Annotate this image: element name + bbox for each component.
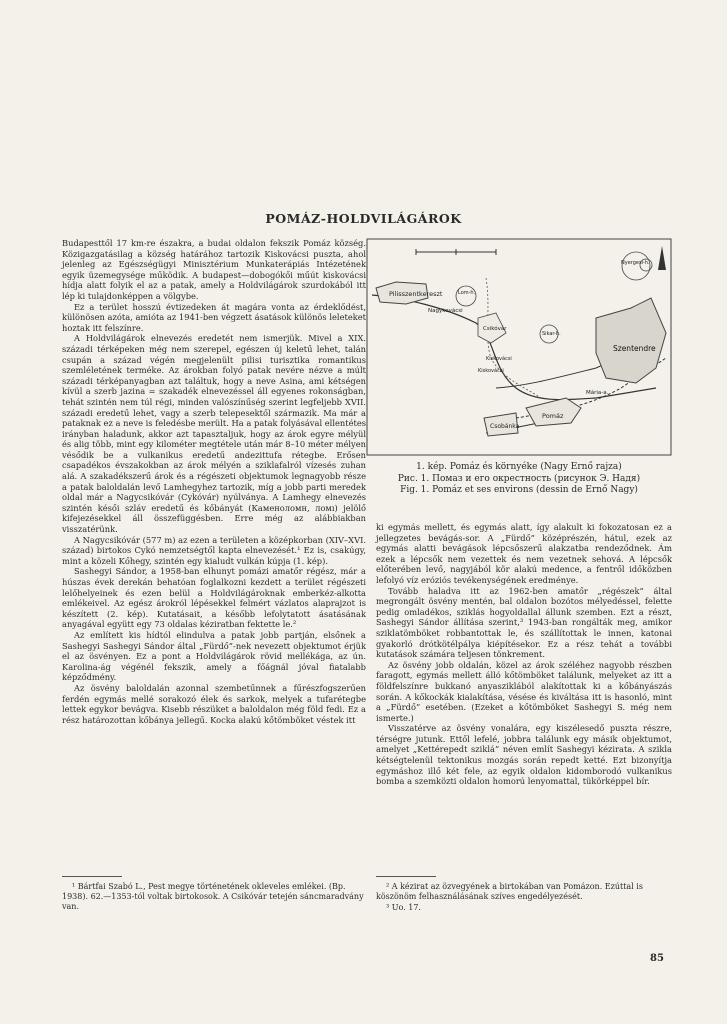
map-label: Kiskovácsi [478,368,504,374]
paragraph: A Holdvilágárok elnevezés eredetét nem ismerjük. Mivel a XIX. századi térképeken még nem szerepel, egészen új keletű lehet, talán csupán a század végén megjelenült pilisi turisztika romantikus szemléletének terméke. Az árokban folyó patak nevére nézve a múlt századi térképanyagban azt találtuk, hogy a neve Asina, ami kétségen kívül a szerb jazina = szakadék elnevezéssel áll egyenes rokonságban, tehát szintén nem túl régi, minden valószínűség szerint legfeljebb XVII. századi eredetű lehet, vagy a szerb telepesektől származik. Ma már a pataknak ez a neve is feledésbe merült. Ha a patak folyásával ellentétes irányban haladunk, akkor azt tapasztaljuk, hogy az árok egyre mélyül és alig több, mint egy kilométer megtétele után már 8–10 méter mélyen vésődik be a vulkanikus eredetű andezittufa rétegbe. Erősen csapadékos évszakokban az árok mélyén a sziklafalról vízesés zuhan alá. A szakadékszerű árok és a régészeti objektumok legnagyobb része a patak baloldalán levő Lamhegyhez tartozik, míg a jobb parti meredek oldal már a Nagycsikóvár (Cykóvár) nyúlványa. A Lamhegy elnevezés szintén késői szláv eredetű és kőbányát (Каменоломн, ломı) jelölő kifejezésekkel áll összefüggésben. Erre még az alábbiakban visszatérünk. [62,333,366,535]
map-label: Nagykovácsi [428,308,463,314]
footnote: ³ Uo. 17. [386,903,421,912]
figure-caption [366,462,672,497]
paragraph: Az ösvény baloldalán azonnal szembetűnnek a fűrészfogszerűen ferdén egymás mellé sorakozó élek és sarkok, melyek a tufarétegbe lettek egykor bevágva. Kisebb részüket a baloldalon még föld fedi. Ez a rész határozottan kőbánya jellegű. Kocka alakú kőtömböket véstek itt [62,682,366,725]
area-map [366,238,672,456]
map-label: Szentendre [613,344,656,353]
paragraph: Ez a terület hosszú évtizedeken át magára vonta az érdeklődést, különösen azóta, amióta az 1941-ben végzett ásatások különös leleteket hoztak itt felszínre. [62,301,366,333]
map-label: Nyergesi-h. [621,260,650,266]
footnote: ² A kézirat az özvegyének a birtokában van Pomázon. Ezúttal is köszönöm felhasználásának szíves engedélyezését. [376,882,643,901]
footnotes-left [62,882,366,913]
map-label: Mária-a. [586,390,609,396]
caption-ru: Рис. 1. Помаз и его окрестность (рисунок Э. Надя) [397,473,641,484]
map-label: Csobánka [490,423,520,430]
paragraph: Sashegyi Sándor, a 1958-ban elhunyt pomázi amatőr régész, már a húszas évek derekán behatóan foglalkozni kezdett a terület régészeti lelőhelyeinek és ezen belül a Holdvilágároknak emberkéz-alkotta emlékeivel. Az egész árokról lépésekkel felmért vázlatos alaprajzot is készített (2. kép). Kutatásait, a később lefolytatott ásatásának anyagával együtt egy 73 oldalas kéziratban fektette le.² [62,566,366,630]
paragraph: ki egymás mellett, és egymás alatt, így alakult ki fokozatosan ez a jellegzetes bevágás-sor. A „Fürdő” középrészén, hátul, ezek az egymás alatti bevágások lépcsőszerű alakzatba rendeződnek. Ám ezek a lépcsők nem vezettek és nem vezetnek sehová. A lépcsők előterében levő, nagyjából kör alakú medence, a fentről időközben lefolyó víz eróziós tevékenységének eredménye. [376,522,672,585]
footnotes-right [376,882,672,914]
paragraph: Az említett kis hídtól elindulva a patak jobb partján, elsőnek a Sashegyi Sashegyi Sándor által „Fürdő”-nek nevezett objektumot érjük el az ösvényen. Ez a pont a Holdvilágárok rövid mellékága, az ún. Karolina-ág végénél fekszik, amely a főágnál jóval fiatalabb képződmény. [62,629,366,683]
paragraph: A Nagycsikóvár (577 m) az ezen a területen a középkorban (XIV–XVI. század) birtokos Cykó nemzetségtől kapta elnevezését.¹ Ez is, csakúgy, mint a közeli Kőhegy, szintén egy kialudt vulkán kúpja (1. kép). [62,534,366,566]
map-label: Csikóvár [483,326,507,332]
paragraph: Tovább haladva itt az 1962-ben amatőr „régészek” által megrongált ösvény mentén, bal oldalon bozótos mélyedéssel, felette pedig omladékos, sziklás hogyoldallal állunk szemben. Ezt a részt, Sashegyi Sándor állítása szerint,³ 1943-ban rongálták meg, amikor sziklatömböket robbantottak le, és szállítottak le innen, katonai gyakorló drótkötélpálya kiépítésekor. Ez a rész tehát a további kutatások számára teljesen tönkrement. [376,585,672,660]
caption-fr: Fig. 1. Pomáz et ses environs (dessin de Ernő Nagy) [400,485,638,495]
map-label: Sikar-h. [542,331,561,337]
paragraph: Az ösvény jobb oldalán, közel az árok széléhez nagyobb részben faragott, egymás mellett álló kőtömböket találunk, melyeket az itt a földfelszínre bukkanó anyasziklából alakítottak ki a kőbányászás során. A kőkockák kialakítása, vésése és kiváltása itt is hasonló, mint a „Fürdő” esetében. (Ezeket a kőtömböket Sashegyi S. még nem ismerte.) [376,659,672,723]
map-label: Pomáz [542,412,564,420]
page-number: 85 [650,953,664,964]
paragraph: Budapesttől 17 km-re északra, a budai oldalon fekszik Pomáz község. Közigazgatásilag a község határához tartozik Kiskovácsi puszta, ahol jelenleg az Egészségügyi Minisztérium Munkaterápiás Intézetének egyik üzemegysége működik. A budapest—dobogókői műút kiskovácsi hídja alatt folyik el az a patak, amely a Holdvilágárok szurdokából itt lép ki tulajdonképpen a völgybe. [62,238,366,301]
map-label: Kiskovácsi [486,356,512,362]
footnote: ¹ Bártfai Szabó L., Pest megye történetének okleveles emlékei. (Bp. 1938). 62.—1353-tól voltak birtokosok. A Csikóvár tetején sáncmaradvány van. [62,882,364,911]
footnote-rule [376,876,436,877]
paragraph: Visszatérve az ösvény vonalára, egy kiszélesedő puszta részre, térségre jutunk. Ettől lefelé, jobbra találunk egy másik objektumot, amelyet „Kettérepedt sziklá” néven említ Sashegyi kézirata. A szikla kétségtelenül tektonikus mozgás során repedt ketté. Ezt bizonyítja egymáshoz illő két fele, az egyik oldalon kidomborodó vulkanikus bomba a szemközti oldalon homorú lenyomattal, tükörképpel bír. [376,723,672,787]
right-column [376,522,672,787]
article-title: POMÁZ-HOLDVILÁGÁROK [265,211,462,226]
caption-hu: 1. kép. Pomáz és környéke (Nagy Ernő rajza) [416,462,622,472]
footnote-rule [62,876,122,877]
map-label: Pilisszentkereszt [389,290,443,298]
map-label: Lom-h. [458,290,476,296]
left-column [62,238,366,725]
